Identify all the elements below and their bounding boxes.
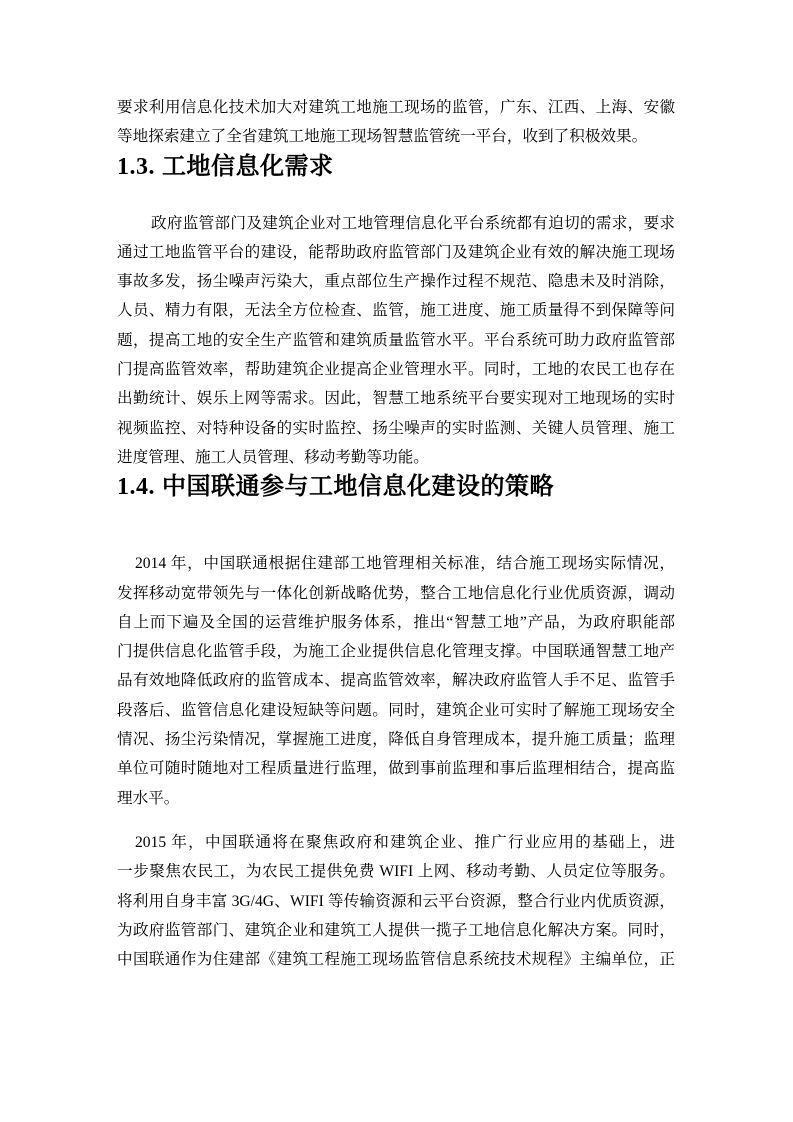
heading-number: 1.4. (117, 474, 155, 501)
text-line: 将利用自身丰富 3G/4G、WIFI 等传输资源和云平台资源，整合行业内优质资源， (117, 892, 675, 910)
text-line: 发挥移动宽带领先与一体化创新战略优势，整合工地信息化行业优质资源，调动 (117, 584, 675, 602)
text-line: 单位可随时随地对工程质量进行监理，做到事前监理和事后监理相结合，提高监 (117, 760, 675, 778)
text-line: 出勤统计、娱乐上网等需求。因此，智慧工地系统平台要实现对工地现场的实时 (117, 390, 675, 408)
text-line: 事故多发，扬尘噪声污染大，重点部位生产操作过程不规范、隐患未及时消除， (117, 273, 675, 291)
paragraph-unicom-2014-strategy (117, 549, 675, 813)
text-line: 为政府监管部门、建筑企业和建筑工人提供一揽子工地信息化解决方案。同时， (117, 921, 675, 939)
text-line: 情况、扬尘污染情况，掌握施工进度，降低自身管理成本，提升施工质量；监理 (117, 731, 675, 749)
text-line: 中国联通作为住建部《建筑工程施工现场监管信息系统技术规程》主编单位，正 (117, 951, 675, 969)
text-line: 自上而下遍及全国的运营维护服务体系，推出“智慧工地”产品，为政府职能部 (117, 613, 675, 631)
text-line: 段落后、监管信息化建设短缺等问题。同时，建筑企业可实时了解施工现场安全 (117, 701, 675, 719)
heading-title: 中国联通参与工地信息化建设的策略 (162, 474, 554, 501)
section-heading-1-4 (117, 472, 675, 503)
heading-title: 工地信息化需求 (162, 153, 334, 180)
paragraph-site-informatization-needs (117, 209, 675, 473)
text-line: 2014 年，中国联通根据住建部工地管理相关标准，结合施工现场实际情况， (135, 555, 675, 573)
text-line: 理水平。 (117, 789, 180, 807)
paragraph-unicom-2015-strategy (117, 828, 675, 974)
text-line: 2015 年，中国联通将在聚焦政府和建筑企业、推广行业应用的基础上，进 (135, 833, 675, 851)
heading-number: 1.3. (117, 153, 155, 180)
text-line: 题，提高工地的安全生产监管和建筑质量监管水平。平台系统可助力政府监管部 (117, 331, 675, 349)
text-line: 视频监控、对特种设备的实时监控、扬尘噪声的实时监测、关键人员管理、施工 (117, 419, 675, 437)
text-line: 等地探索建立了全省建筑工地施工现场智慧监管统一平台，收到了积极效果。 (117, 128, 648, 146)
text-line: 要求利用信息化技术加大对建筑工地施工现场的监管，广东、江西、上海、安徽 (117, 99, 675, 116)
text-line: 政府监管部门及建筑企业对工地管理信息化平台系统都有迫切的需求，要求 (151, 214, 675, 232)
page-content (117, 0, 675, 974)
text-line: 品有效地降低政府的监管成本、提高监管效率，解决政府监管人手不足、监管手 (117, 672, 675, 690)
text-line: 通过工地监管平台的建设，能帮助政府监管部门及建筑企业有效的解决施工现场 (117, 243, 675, 261)
text-line: 门提高监管效率，帮助建筑企业提高企业管理水平。同时，工地的农民工也存在 (117, 361, 675, 379)
paragraph-continued-from-previous-page (117, 93, 675, 152)
text-line: 进度管理、施工人员管理、移动考勤等功能。 (117, 448, 429, 466)
section-heading-1-3 (117, 152, 675, 183)
text-line: 门提供信息化监管手段，为施工企业提供信息化管理支撑。中国联通智慧工地产 (117, 643, 675, 661)
text-line: 一步聚焦农民工，为农民工提供免费 WIFI 上网、移动考勤、人员定位等服务。 (117, 863, 675, 881)
text-line: 人员、精力有限，无法全方位检查、监管，施工进度、施工质量得不到保障等问 (117, 302, 675, 320)
